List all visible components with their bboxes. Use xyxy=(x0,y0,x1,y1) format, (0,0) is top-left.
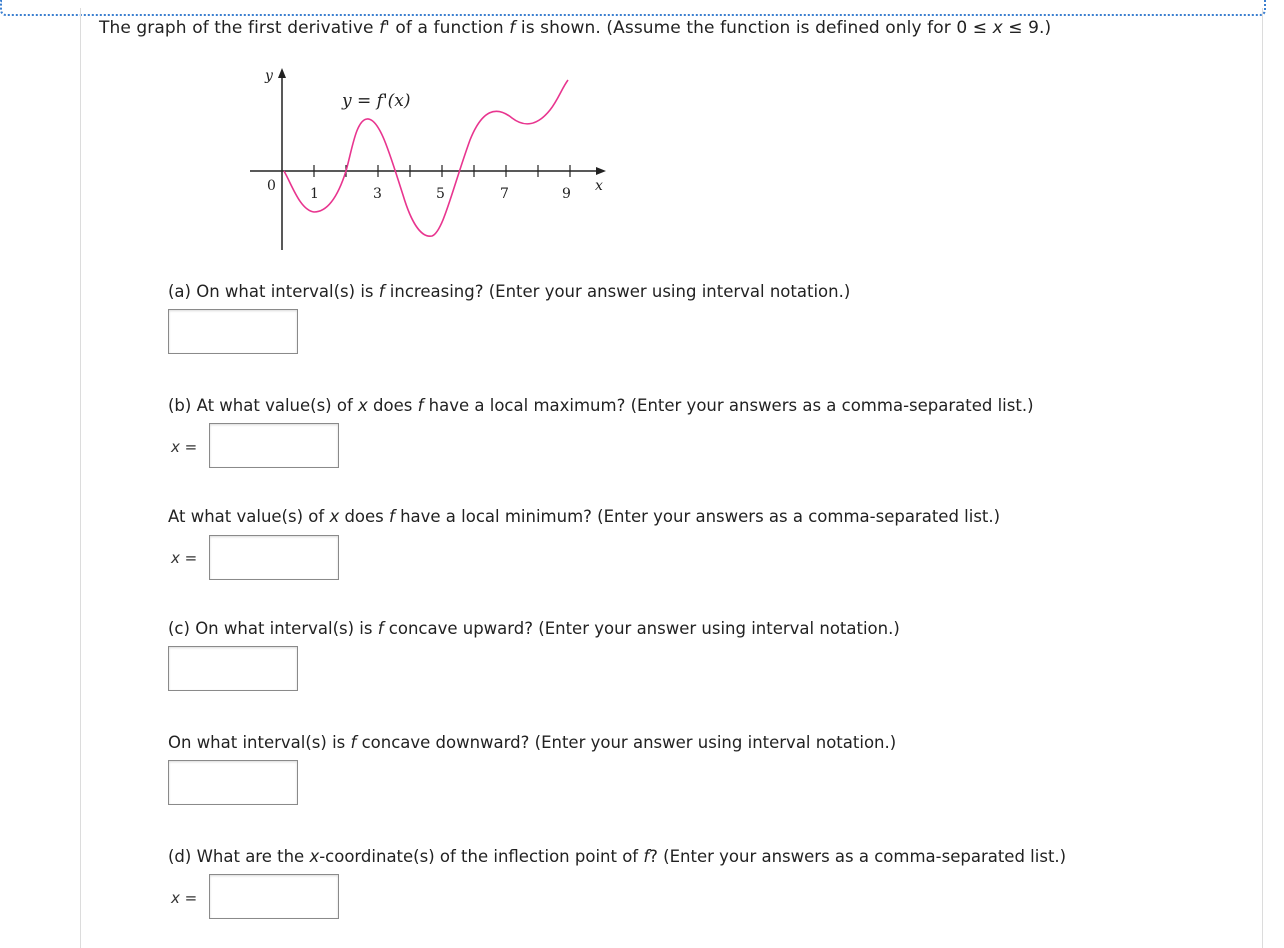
question-b2-f: f xyxy=(389,507,395,526)
question-c xyxy=(168,619,900,638)
equals-b: = xyxy=(179,438,198,456)
question-d-f: f xyxy=(643,847,650,866)
question-d-text: (d) What are the xyxy=(168,847,310,866)
intro-text-3: is shown. (Assume the function is defined only for 0 ≤ xyxy=(515,18,993,38)
y-axis-arrow xyxy=(278,68,286,78)
question-a-f: f xyxy=(378,282,385,301)
question-b2-text: At what value(s) of xyxy=(168,507,330,526)
question-b-x: x xyxy=(358,396,368,415)
intro-text-2: of a function xyxy=(389,18,510,38)
question-c-text-2: concave upward? (Enter your answer using interval notation.) xyxy=(383,619,900,638)
curve-label: y = f'(x) xyxy=(342,91,411,111)
question-c2-text: On what interval(s) is xyxy=(168,733,351,752)
question-d-text-2: -coordinate(s) of the inflection point of xyxy=(319,847,644,866)
answer-c2-input[interactable] xyxy=(168,760,298,805)
tick-label-5: 5 xyxy=(436,186,445,202)
x-axis-arrow xyxy=(596,167,606,175)
equals-d: = xyxy=(179,889,198,907)
question-b-f: f xyxy=(417,396,424,415)
intro-fprime: f' xyxy=(379,18,390,38)
x-axis-label: x xyxy=(595,178,603,194)
x-var-d: x xyxy=(171,889,180,907)
question-b2 xyxy=(168,507,1000,526)
equals-b2: = xyxy=(179,549,198,567)
tick-label-7: 7 xyxy=(500,186,509,202)
question-c2-text-2: concave downward? (Enter your answer using interval notation.) xyxy=(356,733,897,752)
question-intro xyxy=(99,18,1051,38)
derivative-graph xyxy=(240,60,620,260)
answer-b-input[interactable] xyxy=(209,423,339,468)
question-b2-text-2: does xyxy=(339,507,390,526)
question-b xyxy=(168,396,1034,415)
question-c2-f: f xyxy=(350,733,357,752)
question-d-text-3: ? (Enter your answers as a comma-separated list.) xyxy=(649,847,1067,866)
question-c-text: (c) On what interval(s) is xyxy=(168,619,378,638)
question-a-text-2: increasing? (Enter your answer using interval notation.) xyxy=(384,282,851,301)
intro-x: x xyxy=(992,18,1003,38)
answer-c-input[interactable] xyxy=(168,646,298,691)
question-c2 xyxy=(168,733,896,752)
question-b-text-3: have a local maximum? (Enter your answers as a comma-separated list.) xyxy=(423,396,1034,415)
intro-text-1: The graph of the first derivative xyxy=(99,18,380,38)
question-b-text: (b) At what value(s) of xyxy=(168,396,359,415)
question-b-text-2: does xyxy=(367,396,418,415)
intro-f: f xyxy=(509,18,516,38)
answer-d-input[interactable] xyxy=(209,874,339,919)
answer-a-input[interactable] xyxy=(168,309,298,354)
question-c-f: f xyxy=(377,619,384,638)
derivative-curve xyxy=(284,80,568,236)
tick-label-3: 3 xyxy=(373,186,382,202)
x-equals-label-d xyxy=(171,889,197,907)
x-var-b: x xyxy=(171,438,180,456)
x-equals-label-b2 xyxy=(171,549,197,567)
x-equals-label-b xyxy=(171,438,197,456)
intro-text-4: ≤ 9.) xyxy=(1002,18,1052,38)
question-b2-text-3: have a local minimum? (Enter your answers as a comma-separated list.) xyxy=(394,507,1001,526)
tick-label-9: 9 xyxy=(562,186,571,202)
question-b2-x: x xyxy=(329,507,340,526)
question-a xyxy=(168,282,850,301)
question-a-text: (a) On what interval(s) is xyxy=(168,282,379,301)
question-d xyxy=(168,847,1066,866)
answer-b2-input[interactable] xyxy=(209,535,339,580)
tick-label-1: 1 xyxy=(310,186,319,202)
tick-label-0: 0 xyxy=(267,178,276,194)
question-d-x: x xyxy=(309,847,320,866)
x-var-b2: x xyxy=(171,549,180,567)
y-axis-label: y xyxy=(265,68,273,84)
